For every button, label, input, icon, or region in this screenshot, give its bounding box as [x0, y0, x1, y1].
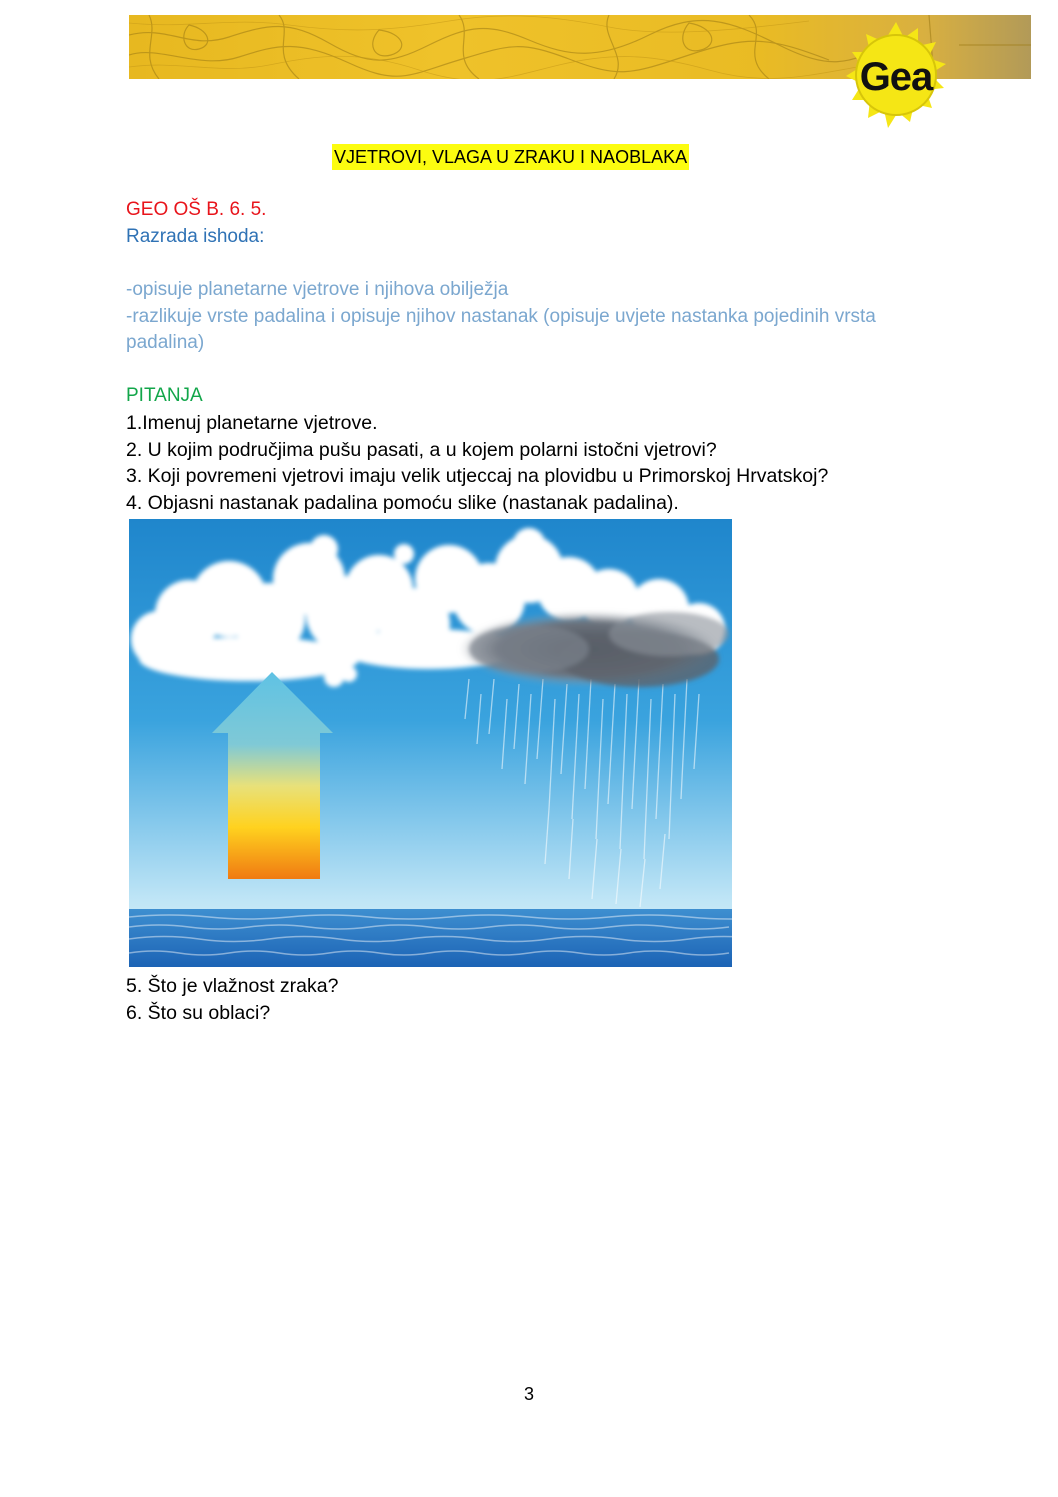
gea-logo [844, 20, 948, 134]
outcome-item: -razlikuje vrste padalina i opisuje njihov nastanak (opisuje uvjete nastanka pojedinih vrsta padalina) [126, 305, 876, 353]
question-item: 5. Što je vlažnost zraka? [126, 975, 339, 997]
outcomes-list [126, 277, 926, 357]
question-item: 2. U kojim područjima pušu pasati, a u kojem polarni istočni vjetrovi? [126, 438, 717, 461]
storm-cloud [459, 611, 729, 687]
question-item: 1.Imenuj planetarne vjetrove. [126, 412, 378, 434]
page-title: VJETROVI, VLAGA U ZRAKU I NAOBLAKA [332, 144, 689, 170]
logo-text: Gea [859, 55, 933, 99]
precipitation-illustration [129, 519, 732, 967]
questions-heading: PITANJA [126, 385, 203, 406]
questions-list-continued [126, 973, 338, 1026]
questions-list [126, 410, 828, 516]
outcome-heading: Razrada ishoda: [126, 226, 265, 247]
sea [129, 909, 732, 967]
question-item: 6. Što su oblaci? [126, 1001, 271, 1024]
question-item: 3. Koji povremeni vjetrovi imaju velik utjeccaj na plovidbu u Primorskoj Hrvatskoj? [126, 465, 829, 488]
outcome-item: -opisuje planetarne vjetrove i njihova obilježja [126, 279, 509, 300]
outcome-code: GEO OŠ B. 6. 5. [126, 199, 267, 220]
page-number: 3 [523, 1384, 534, 1404]
question-item: 4. Objasni nastanak padalina pomoću slike (nastanak padalina). [126, 491, 679, 514]
